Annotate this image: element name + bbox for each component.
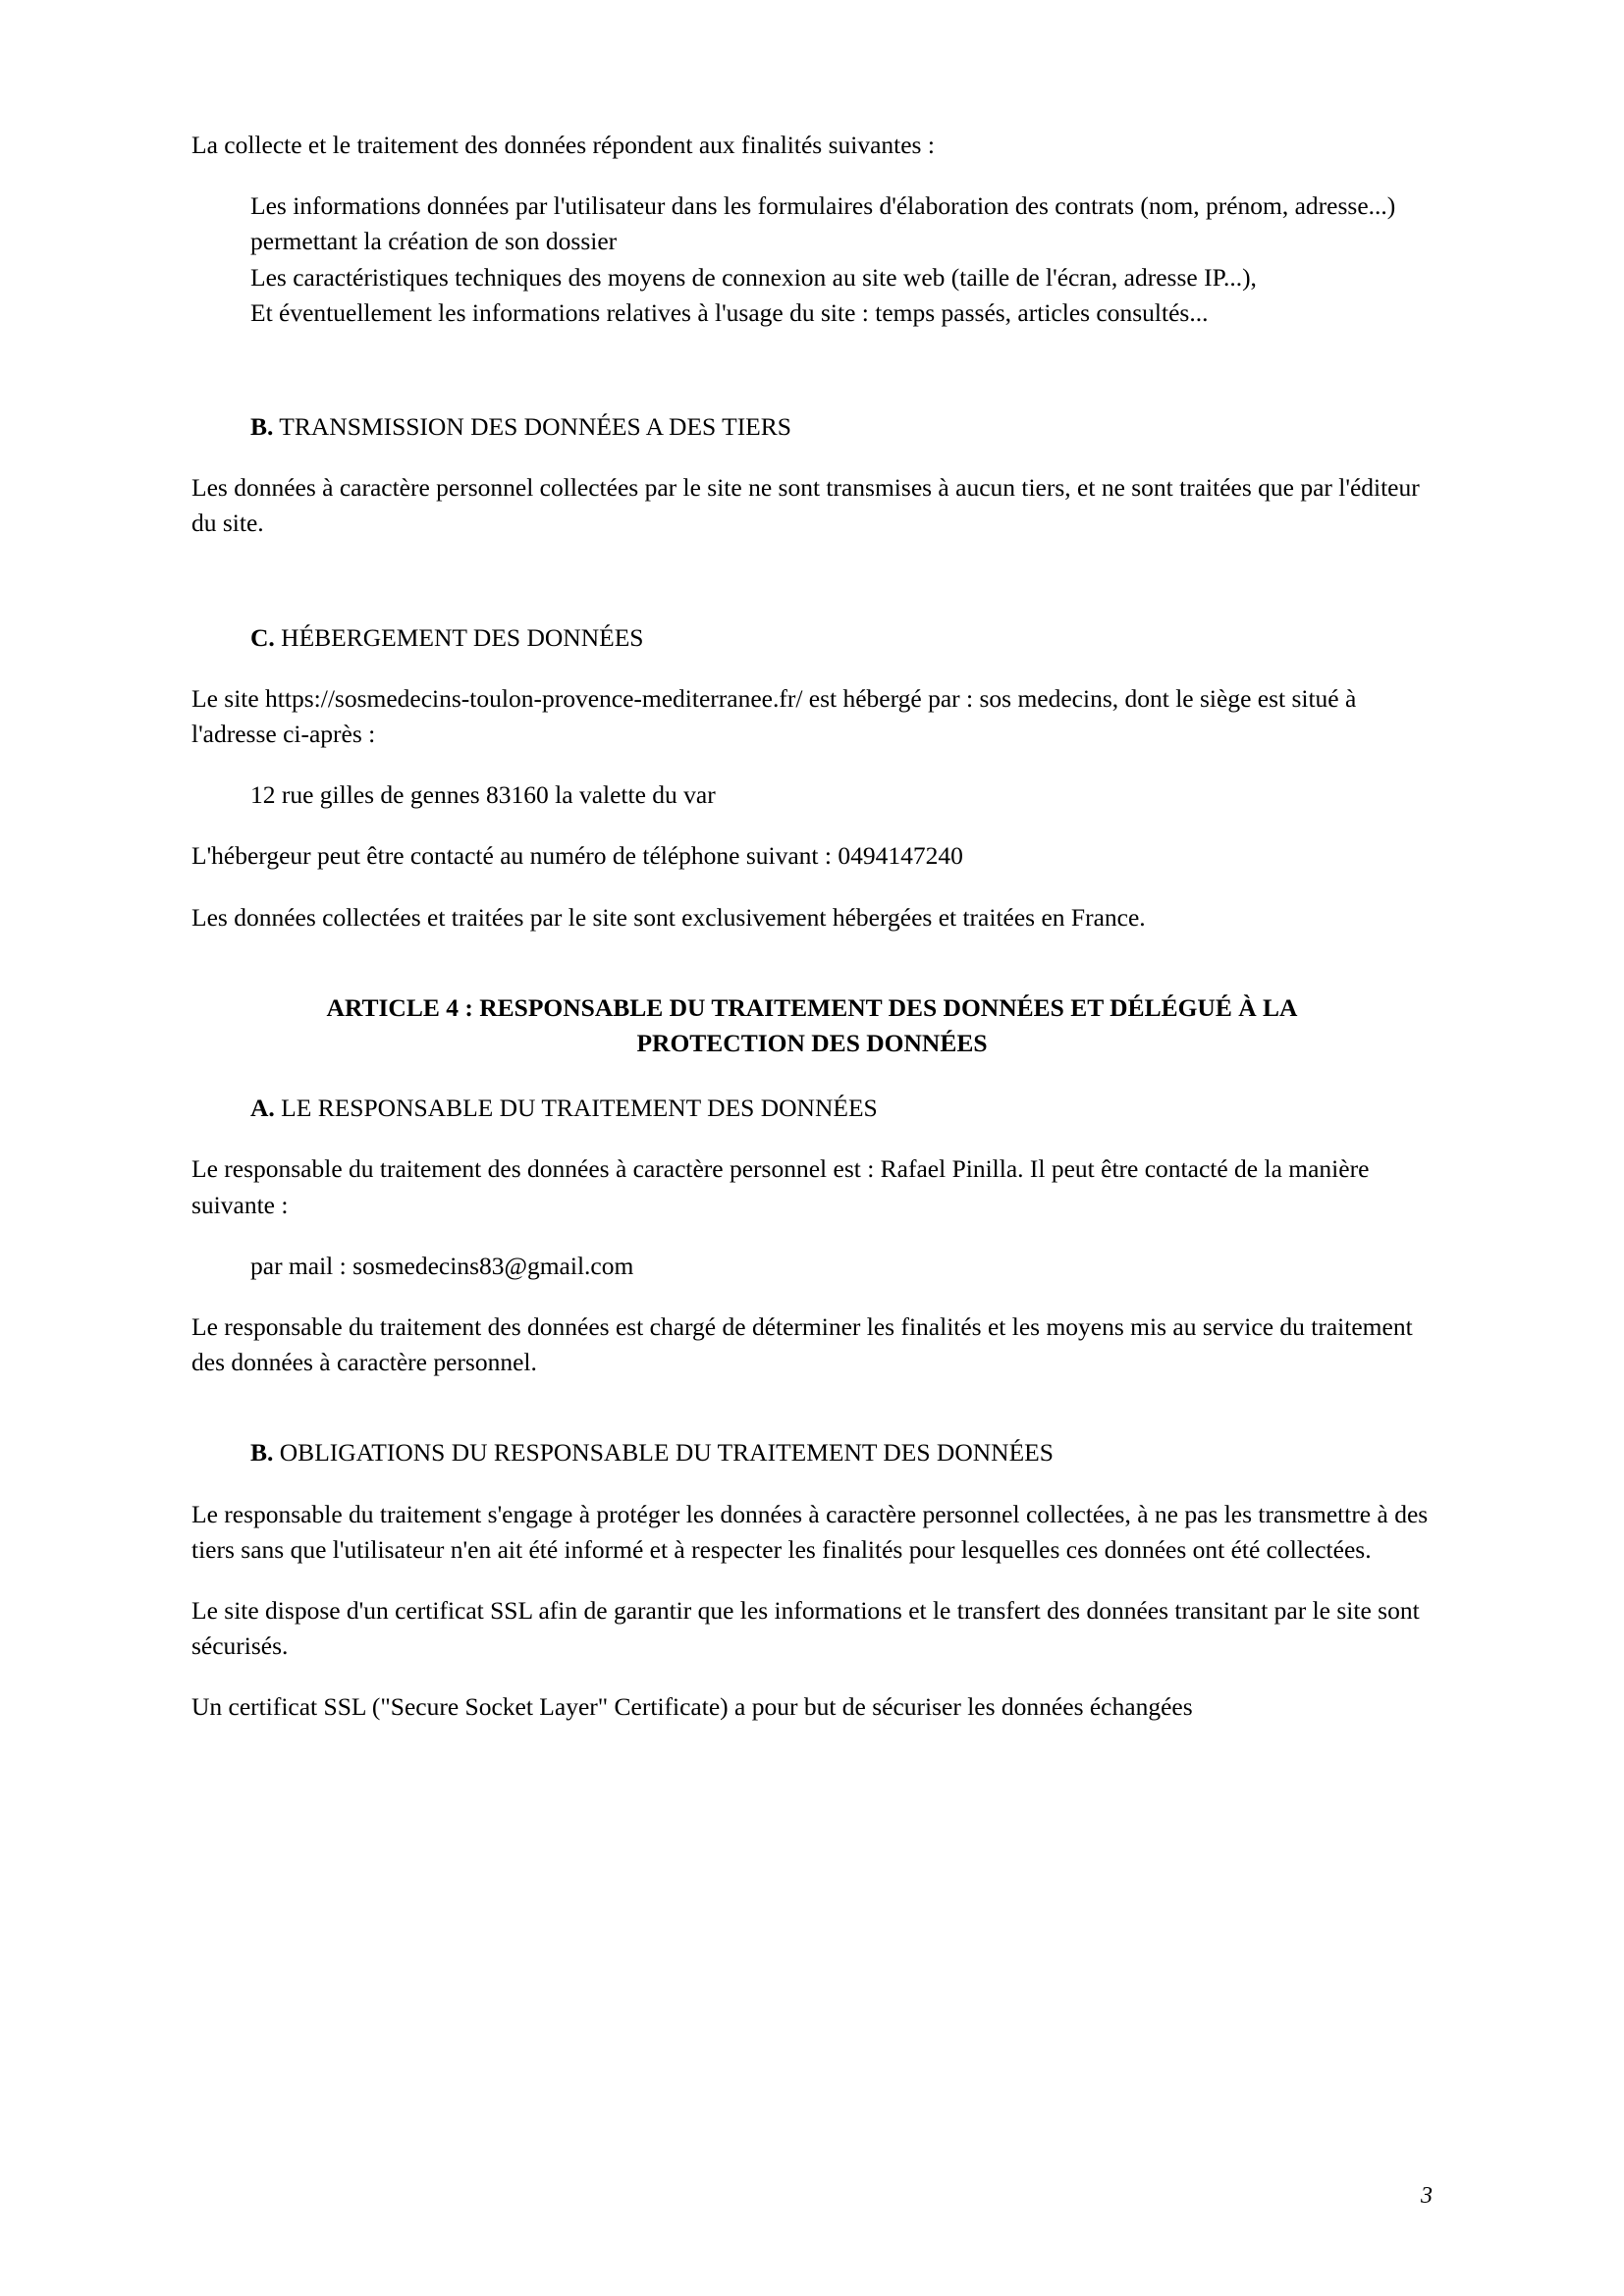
hebergement-body: Le site https://sosmedecins-toulon-provence-mediterranee.fr/ est hébergé par : sos medecins, dont le siège est situé à l'adresse ci-après : [191,683,1357,749]
hebergement-france: Les données collectées et traitées par le site sont exclusivement hébergées et traitées en France. [191,902,1146,932]
obligations-body-3: Un certificat SSL ("Secure Socket Layer" Certificate) a pour but de sécuriser les données échangées [191,1692,1193,1722]
responsable-body-2: Le responsable du traitement des données est chargé de déterminer les finalités et les moyens mis au service du traitement des données à caractère personnel. [191,1312,1413,1377]
responsable-contact: par mail : sosmedecins83@gmail.com [250,1251,634,1280]
hebergement-address: 12 rue gilles de gennes 83160 la valette du var [250,780,716,810]
heading-text: TRANSMISSION DES DONNÉES A DES TIERS [273,412,791,442]
document-body [191,128,1433,1726]
heading-obligations [250,1435,1433,1470]
article-4-title [231,990,1393,1061]
section-spacer [191,356,1433,409]
intro-paragraph: La collecte et le traitement des données répondent aux finalités suivantes : [191,131,935,159]
transmission-body: Les données à caractère personnel collectées par le site ne sont transmises à aucun tiers, et ne sont traitées que par l'éditeur du site. [191,473,1420,538]
heading-letter: A. [250,1094,275,1123]
obligations-body-1: Le responsable du traitement s'engage à protéger les données à caractère personnel collectées, à ne pas les transmettre à des tiers sans que l'utilisateur n'en ait été informé et à respecter les finalités pour lesquelles ces données ont été collectées. [191,1499,1429,1564]
heading-text: OBLIGATIONS DU RESPONSABLE DU TRAITEMENT DES DONNÉES [273,1438,1054,1468]
section-spacer [191,1406,1433,1435]
heading-letter: B. [250,1438,274,1468]
list-item: Les informations données par l'utilisateur dans les formulaires d'élaboration des contrats (nom, prénom, adresse...) permettant la création de son dossier [250,191,1396,256]
heading-text: LE RESPONSABLE DU TRAITEMENT DES DONNÉES [274,1094,878,1123]
heading-responsable [250,1091,1433,1126]
responsable-body: Le responsable du traitement des données à caractère personnel est : Rafael Pinilla. Il peut être contacté de la manière suivante : [191,1154,1370,1219]
obligations-body-2: Le site dispose d'un certificat SSL afin de garantir que les informations et le transfert des données transitant par le site sont sécurisés. [191,1596,1420,1661]
heading-letter: C. [250,622,275,652]
section-spacer [191,567,1433,620]
list-item: Et éventuellement les informations relatives à l'usage du site : temps passés, articles consultés... [250,297,1209,327]
page-number: 3 [1421,2183,1433,2209]
heading-letter: B. [250,412,274,442]
heading-transmission [250,409,1433,445]
purpose-list [250,188,1433,331]
hebergement-phone: L'hébergeur peut être contacté au numéro de téléphone suivant : 0494147240 [191,841,963,871]
list-item: Les caractéristiques techniques des moyens de connexion au site web (taille de l'écran, adresse IP...), [250,262,1257,292]
section-spacer [191,961,1433,990]
heading-text: HÉBERGEMENT DES DONNÉES [274,622,644,652]
article-4-title-line-2: PROTECTION DES DONNÉES [636,1029,988,1058]
article-4-title-line-1: ARTICLE 4 : RESPONSABLE DU TRAITEMENT DES DONNÉES ET DÉLÉGUÉ À LA [326,992,1298,1022]
heading-hebergement [250,620,1433,656]
